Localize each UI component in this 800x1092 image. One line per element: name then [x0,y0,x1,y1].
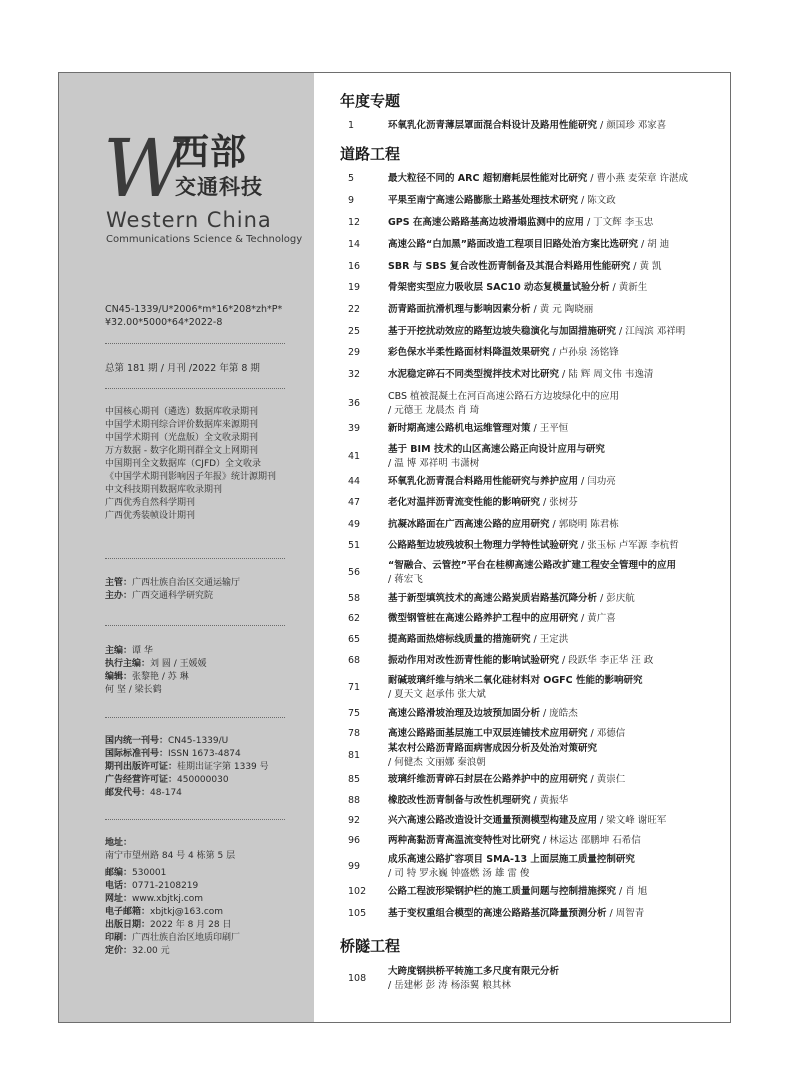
toc-authors: 蒋宏飞 [394,574,423,585]
divider [105,717,285,718]
toc-authors: 何健杰 文丽娜 秦浪朝 [394,757,486,768]
toc-authors-line: / 岳建彬 彭 涛 杨添翼 粮其林 [388,980,511,991]
ad-label: 广告经营许可证： [105,775,178,785]
toc-page: 36 [348,398,361,409]
cn-value: CN45-1339/U [168,736,229,746]
toc-line: 公路工程波形梁钢护栏的施工质量问题与控制措施探究 / 肖 旭 [388,886,648,897]
toc-title: 橡胶改性沥青制备与改性机理研究 [388,795,531,806]
toc-title: 最大粒径不同的 ARC 超韧磨耗层性能对比研究 [388,173,588,184]
toc-authors: 邓德信 [596,728,626,739]
toc-page: 14 [348,239,361,250]
toc-page: 99 [348,861,361,872]
toc-line: 基于变权重组合模型的高速公路路基沉降量预测分析 / 周智青 [388,908,645,919]
indexing-item: 广西优秀装帧设计期刊 [105,511,196,521]
toc-line: 水泥稳定碎石不同类型搅拌技术对比研究 / 陆 辉 周文伟 韦逸清 [388,369,654,380]
toc-page: 58 [348,593,361,604]
toc-page: 44 [348,476,361,487]
toc-title: “智融合、云管控”平台在桂柳高速公路改扩建工程安全管理中的应用 [388,560,676,571]
toc-authors: 彭庆航 [606,593,635,604]
indexing-item: 中国学术期刊综合评价数据库来源期刊 [105,420,259,430]
toc-page: 81 [348,750,361,761]
indexing-item: 万方数据 - 数字化期刊群全文上网期刊 [105,446,258,456]
toc-authors: 元德王 龙晨杰 肖 琦 [394,405,480,416]
toc-page: 88 [348,795,361,806]
toc-page: 39 [348,423,361,434]
indexing-item: 中国期刊全文数据库（CJFD）全文收录 [105,459,262,469]
toc-title: 耐碱玻璃纤维与纳米二氧化硅材料对 OGFC 性能的影响研究 [388,675,643,686]
divider [105,388,285,389]
toc-authors: 黄 凯 [639,261,662,272]
zhuguan-value: 广西壮族自治区交通运输厅 [132,578,241,588]
cn-label: 国内统一刊号： [105,736,169,746]
chief-label: 主编： [105,646,133,656]
toc-page: 9 [348,195,355,206]
toc-authors: 黄 元 陶晓丽 [539,304,594,315]
toc-authors: 丁文辉 李玉忠 [593,217,654,228]
toc-page: 47 [348,497,361,508]
addr-label: 地址： [105,838,133,848]
toc-page: 51 [348,540,361,551]
toc-page: 49 [348,519,361,530]
toc-title: 高速公路“白加黑”路面改造工程项目旧路处治方案比选研究 [388,239,638,250]
toc-authors: 王平恒 [539,423,569,434]
toc-title: SBR 与 SBS 复合改性沥青制备及其混合料路用性能研究 [388,261,631,272]
ad-value: 450000030 [177,775,229,785]
toc-title: 基于变权重组合模型的高速公路路基沉降量预测分析 [388,908,607,919]
toc-title: 环氧乳化沥青薄层罩面混合料设计及路用性能研究 [388,120,598,131]
toc-title: 水泥稳定碎石不同类型搅拌技术对比研究 [388,369,560,380]
permit-value: 桂期出证字第 1339 号 [177,762,269,772]
toc-page: 96 [348,835,361,846]
toc-authors: 肖 旭 [625,886,648,897]
toc-authors: 胡 迪 [647,239,670,250]
edit-value-2: 何 坚 / 梁长鹤 [105,685,162,695]
toc-line: 提高路面热熔标线质量的措施研究 / 王定洪 [388,634,569,645]
mail-value[interactable]: xbjtkj@163.com [150,907,224,917]
contact-block [105,837,240,958]
section-title-bridge: 桥隧工程 [340,937,401,955]
toc-line: GPS 在高速公路路基高边坡滑塌监测中的应用 / 丁文辉 李玉忠 [388,217,654,228]
zhuguan-label: 主管： [105,578,133,588]
toc-authors-line: / 元德王 龙晨杰 肖 琦 [388,405,480,416]
price-label: 定价： [105,946,133,956]
toc-authors: 岳建彬 彭 涛 杨添翼 粮其林 [394,980,511,991]
toc-title: 公路路堑边坡残坡积土物理力学特性试验研究 [388,540,579,551]
toc-title: 高速公路滑坡治理及边坡预加固分析 [388,708,541,719]
divider [105,625,285,626]
permit-label: 期刊出版许可证： [105,762,178,772]
indexing-item: 中国学术期刊（光盘版）全文收录期刊 [105,433,259,443]
toc-page: 29 [348,347,361,358]
indexing-item: 《中国学术期刊影响因子年报》统计源期刊 [105,472,277,482]
toc-title: GPS 在高速公路路基高边坡滑塌监测中的应用 [388,217,584,228]
toc-title: 提高路面热熔标线质量的措施研究 [388,634,531,645]
toc-page: 85 [348,774,361,785]
exec-label: 执行主编： [105,659,151,669]
toc-line: 玻璃纤维沥青碎石封层在公路养护中的应用研究 / 黄崇仁 [388,774,626,785]
toc-authors: 段跃华 李正华 汪 政 [568,655,654,666]
toc-page: 32 [348,369,361,380]
toc-authors: 温 博 邓祥明 韦潇树 [394,458,480,469]
toc-title: 彩色保水半柔性路面材料降温效果研究 [388,347,550,358]
web-label: 网址： [105,894,133,904]
toc-title: 微型钢管桩在高速公路养护工程中的应用研究 [388,613,579,624]
toc-line: 平果至南宁高速公路膨胀土路基处理技术研究 / 陈文政 [388,195,616,206]
toc-page: 65 [348,634,361,645]
toc-title: 某农村公路沥青路面病害成因分析及处治对策研究 [388,743,598,754]
toc-page: 75 [348,708,361,719]
tel-value: 0771-2108219 [132,881,199,891]
toc-line: 环氧乳化沥青薄层罩面混合料设计及路用性能研究 / 颜国珍 邓家喜 [388,120,667,131]
edit-label: 编辑： [105,672,133,682]
toc-authors: 黄崇仁 [596,774,626,785]
toc-authors: 司 特 罗永巍 钟盛燃 汤 雄 雷 俊 [394,868,530,879]
exec-value: 刘 圆 / 王媛媛 [150,659,207,669]
toc-authors-line: / 何健杰 文丽娜 秦浪朝 [388,757,486,768]
toc-authors: 张玉标 卢军源 李杭哲 [587,540,679,551]
postal-value: 48-174 [150,788,182,798]
toc-line: 新时期高速公路机电运维管理对策 / 王平恒 [388,423,569,434]
toc-page: 92 [348,815,361,826]
toc-line: 基于新型填筑技术的高速公路炭质岩路基沉降分析 / 彭庆航 [388,593,635,604]
toc-line: 高速公路滑坡治理及边坡预加固分析 / 庞皓杰 [388,708,578,719]
toc-page: 16 [348,261,361,272]
indexing-item: 广西优秀自然科学期刊 [105,498,196,508]
toc-line: 基于开挖扰动效应的路堑边坡失稳演化与加固措施研究 / 江闯滨 邓祥明 [388,326,686,337]
zip-label: 邮编： [105,868,133,878]
toc-line: 橡胶改性沥青制备与改性机理研究 / 黄振华 [388,795,569,806]
edit-value-1: 张黎艳 / 苏 琳 [132,672,189,682]
divider [105,558,285,559]
toc-title: 基于 BIM 技术的山区高速公路正向设计应用与研究 [388,444,605,455]
toc-page: 56 [348,567,361,578]
zhuban-value: 广西交通科学研究院 [132,591,214,601]
logo-en-name: Western China [106,208,272,232]
toc-authors-line: / 司 特 罗永巍 钟盛燃 汤 雄 雷 俊 [388,868,530,879]
sidebar [59,73,314,1022]
toc-page: 22 [348,304,361,315]
toc-page: 62 [348,613,361,624]
toc-line: SBR 与 SBS 复合改性沥青制备及其混合料路用性能研究 / 黄 凯 [388,261,662,272]
toc-page: 102 [348,886,367,897]
toc-page: 71 [348,682,361,693]
toc-authors: 颜国珍 邓家喜 [606,120,667,131]
toc-authors: 庞皓杰 [549,708,578,719]
toc-title: 抗凝冰路面在广西高速公路的应用研究 [388,519,550,530]
toc-title: 高速公路路面基层施工中双层连铺技术应用研究 [388,728,588,739]
toc-line: 最大粒径不同的 ARC 超韧磨耗层性能对比研究 / 曹小燕 麦荣章 许湛成 [388,173,689,184]
toc-line: 沥青路面抗滑机理与影响因素分析 / 黄 元 陶晓丽 [388,304,594,315]
toc-page: 105 [348,908,367,919]
toc-title: 玻璃纤维沥青碎石封层在公路养护中的应用研究 [388,774,588,785]
toc-authors: 郭晓明 陈君栋 [558,519,619,530]
toc-page: 108 [348,973,367,984]
web-value[interactable]: www.xbjtkj.com [132,894,203,904]
postal-label: 邮发代号： [105,788,151,798]
toc-authors-line: / 夏天文 赵承伟 张大斌 [388,689,486,700]
toc-title: 沥青路面抗滑机理与影响因素分析 [388,304,531,315]
indexing-item: 中国核心期刊（遴选）数据库收录期刊 [105,407,259,417]
toc-authors: 陆 辉 周文伟 韦逸清 [568,369,654,380]
date-value: 2022 年 8 月 28 日 [150,920,232,930]
toc-title: 大跨度钢拱桥平转施工多尺度有限元分析 [388,966,560,977]
toc-title: 振动作用对改性沥青性能的影响试验研究 [388,655,560,666]
toc-page: 68 [348,655,361,666]
toc-line: 骨架密实型应力吸收层 SAC10 动态复模量试验分析 / 黄新生 [388,282,648,293]
toc-authors: 曹小燕 麦荣章 许湛成 [596,173,689,184]
price-value: 32.00 元 [132,946,170,956]
logo-letter: W [103,122,186,215]
toc-page: 5 [348,173,355,184]
divider [105,819,285,820]
toc-page: 12 [348,217,361,228]
toc-page: 78 [348,728,361,739]
toc-line: 兴六高速公路改造设计交通量预测模型构建及应用 / 梁文峰 谢旺军 [388,815,667,826]
toc-authors: 黄振华 [539,795,569,806]
chief-value: 谭 华 [132,646,153,656]
toc-line: 微型钢管桩在高速公路养护工程中的应用研究 / 黄广喜 [388,613,616,624]
issn-value: ISSN 1673-4874 [168,749,241,759]
toc-authors: 卢孙泉 汤铭锋 [558,347,619,358]
toc-title: 新时期高速公路机电运维管理对策 [388,423,531,434]
toc-title: 公路工程波形梁钢护栏的施工质量问题与控制措施探究 [388,886,617,897]
toc-authors: 王定洪 [539,634,569,645]
divider [105,343,285,344]
toc-line: 高速公路“白加黑”路面改造工程项目旧路处治方案比选研究 / 胡 迪 [388,239,670,250]
issue-info: 总第 181 期 / 月刊 /2022 年第 8 期 [105,363,260,374]
mail-label: 电子邮箱： [105,907,151,917]
toc-authors-line: / 蒋宏飞 [388,574,423,585]
section-title-road: 道路工程 [340,145,401,163]
indexing-item: 中文科技期刊数据库收录期刊 [105,485,223,495]
toc-page: 25 [348,326,361,337]
journal-logo [103,122,303,249]
toc-line: 环氧乳化沥青混合料路用性能研究与养护应用 / 闫功亮 [388,476,616,487]
zip-value: 530001 [132,868,167,878]
addr-value: 南宁市望州路 84 号 4 栋第 5 层 [105,851,236,861]
numbers-block [105,735,269,800]
date-label: 出版日期： [105,920,151,930]
toc-authors: 陈文政 [587,195,616,206]
toc-authors: 林运达 邵鹏坤 石希信 [549,835,641,846]
toc-authors: 黄新生 [618,282,648,293]
section-title-annual: 年度专题 [340,92,401,110]
toc-title: 基于开挖扰动效应的路堑边坡失稳演化与加固措施研究 [388,326,617,337]
toc-line: 两种高黏沥青高温流变特性对比研究 / 林运达 邵鹏坤 石希信 [388,835,641,846]
print-value: 广西壮族自治区地质印刷厂 [132,933,241,943]
toc-authors-line: / 温 博 邓祥明 韦潇树 [388,458,480,469]
indexing-list [105,406,276,523]
toc-title: 两种高黏沥青高温流变特性对比研究 [388,835,541,846]
toc-line: 振动作用对改性沥青性能的影响试验研究 / 段跃华 李正华 汪 政 [388,655,654,666]
print-label: 印刷： [105,933,133,943]
logo-en-subname: Communications Science & Technology [106,234,303,245]
toc-page: 1 [348,120,355,131]
toc-line: 老化对温拌沥青流变性能的影响研究 / 张树芬 [388,497,578,508]
toc-title: 平果至南宁高速公路膨胀土路基处理技术研究 [388,195,579,206]
toc-line: 高速公路路面基层施工中双层连铺技术应用研究 / 邓德信 [388,728,626,739]
toc-authors: 江闯滨 邓祥明 [625,326,686,337]
toc-title: 环氧乳化沥青混合料路用性能研究与养护应用 [388,476,579,487]
toc-line: 彩色保水半柔性路面材料降温效果研究 / 卢孙泉 汤铭锋 [388,347,619,358]
tel-label: 电话： [105,881,133,891]
toc-title: CBS 植被混凝土在河百高速公路石方边坡绿化中的应用 [388,391,620,402]
sponsor-block [105,577,240,603]
toc-title: 老化对温拌沥青流变性能的影响研究 [388,497,541,508]
toc-authors: 夏天文 赵承伟 张大斌 [394,689,486,700]
toc-title: 成乐高速公路扩容项目 SMA-13 上面层施工质量控制研究 [388,854,635,865]
toc-title: 兴六高速公路改造设计交通量预测模型构建及应用 [388,815,598,826]
toc-title: 基于新型填筑技术的高速公路炭质岩路基沉降分析 [388,593,598,604]
toc-authors: 黄广喜 [587,613,616,624]
toc-authors: 周智青 [615,908,645,919]
toc-authors: 张树芬 [549,497,578,508]
toc-title: 骨架密实型应力吸收层 SAC10 动态复模量试验分析 [388,282,610,293]
toc-page: 19 [348,282,361,293]
toc-authors: 梁文峰 谢旺军 [606,815,667,826]
logo-cn-name: 西部 [173,132,248,173]
logo-cn-subname: 交通科技 [175,175,263,199]
zhuban-label: 主办： [105,591,133,601]
toc-line: 抗凝冰路面在广西高速公路的应用研究 / 郭晓明 陈君栋 [388,519,619,530]
toc-page: 41 [348,451,361,462]
toc-line: 公路路堑边坡残坡积土物理力学特性试验研究 / 张玉标 卢军源 李杭哲 [388,540,679,551]
editors-block [105,645,207,697]
toc-authors: 闫功亮 [587,476,616,487]
code-line-2: ¥32.00*5000*64*2022-8 [105,317,223,328]
code-line-1: CN45-1339/U*2006*m*16*208*zh*P* [105,304,283,315]
issn-label: 国际标准刊号： [105,749,169,759]
